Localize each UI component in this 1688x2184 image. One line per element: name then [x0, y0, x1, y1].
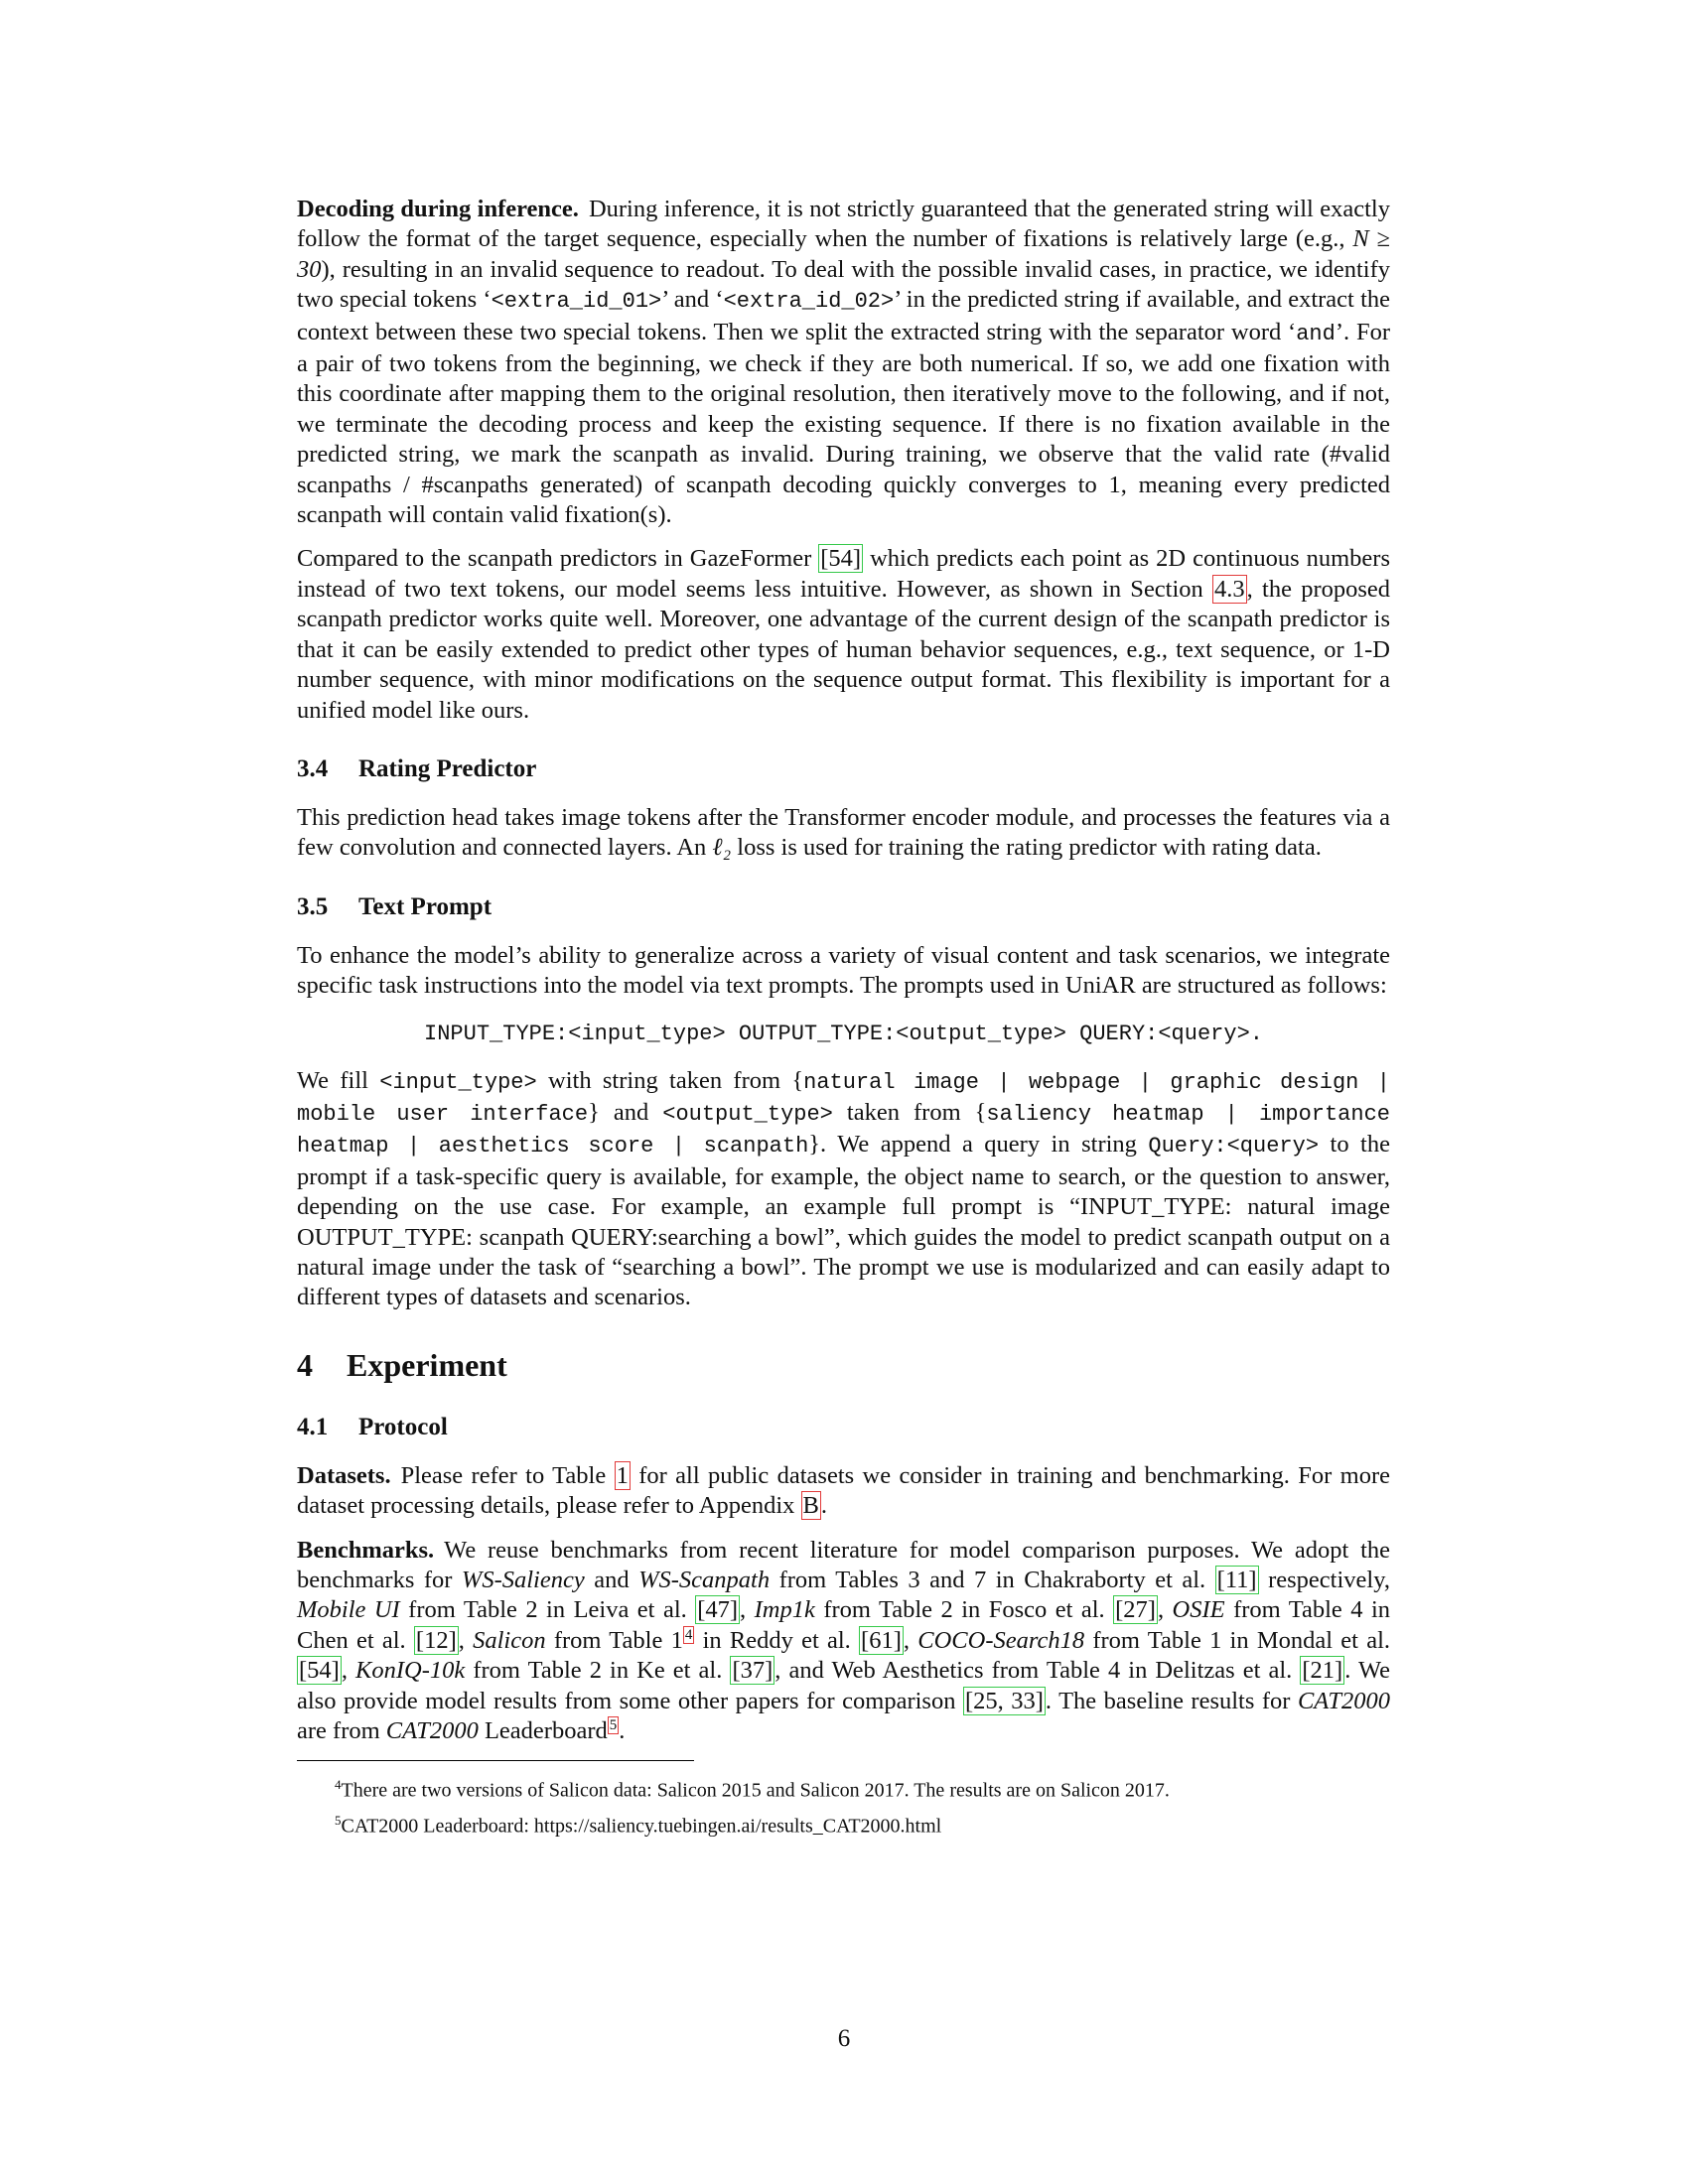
text: , [740, 1596, 755, 1624]
text: }. We append a query in string [808, 1131, 1149, 1159]
text: , the proposed scanpath predictor works quite well. Moreover, one advantage of the current design of the scanpath predictor is that it can be easily extended to predict other types of human behavior sequences, e.g., text sequence, or 1-D number sequence, with minor modifications on the sequence output format. This flexibility is important for a unified model like ours. [297, 575, 1391, 724]
citation-link[interactable]: [54] [820, 545, 862, 573]
paragraph-datasets [297, 1461, 1390, 1522]
citation-link[interactable]: [21] [1302, 1657, 1343, 1685]
citation-link[interactable]: [47] [697, 1596, 739, 1624]
code-token: <extra_id_02> [723, 289, 895, 315]
math-inline: ℓ₂ [712, 834, 732, 862]
text: ’. For a pair of two tokens from the beginning, we check if they are both numerical. If so, we add one fixation with this coordinate after mapping them to the original resolution, then iteratively move to the following, and if not, we terminate the decoding process and keep the existing sequence. If there is no fixation available in the predicted string, we mark the scanpath as invalid. During training, we observe that the valid rate (#valid scanpaths / #scanpaths generated) of scanpath decoding quickly converges to 1, meaning every predicted scanpath will contain valid fixation(s). [297, 318, 1390, 529]
paragraph-gazeformer [297, 544, 1390, 725]
text: from Table 4 in Chen et al. [297, 1596, 1391, 1654]
section-heading [297, 755, 1390, 783]
text: , [458, 1626, 474, 1654]
text: to the prompt if a task-specific query is available, for example, the object name to search, or the question to answer, depending on the use case. For example, an example full prompt is “INPUT_TYPE: natural image OUTPUT_TYPE: scanpath QUERY:searching a bowl”, which guides the model to predict scanpath output on a natural image under the task of “searching a bowl”. The prompt we use is modularized and can easily adapt to different types of datasets and scenarios. [297, 1131, 1390, 1311]
text: ’ in the predicted string if available, and extract the context between these two special tokens. Then we split the extracted string with the separator word ‘ [297, 286, 1391, 345]
code-token: <extra_id_01> [491, 289, 662, 315]
text: We fill [297, 1066, 380, 1094]
text: in Reddy et al. [694, 1626, 860, 1654]
section-title: Rating Predictor [358, 754, 537, 782]
dataset-name: OSIE [1172, 1596, 1225, 1624]
paper-page [297, 195, 1390, 1843]
text: , [903, 1626, 918, 1654]
page-number: 6 [837, 2025, 851, 2052]
section-heading [297, 1347, 1390, 1384]
text: and [584, 1567, 639, 1593]
paragraph-lead: Benchmarks. [297, 1536, 435, 1564]
section-title: Experiment [347, 1346, 507, 1383]
prompt-template: INPUT_TYPE:<input_type> OUTPUT_TYPE:<output_type> QUERY:<query>. [424, 1021, 1263, 1046]
dataset-name: WS-Scanpath [638, 1567, 771, 1593]
text: respectively, [1258, 1567, 1390, 1593]
paragraph-decoding [297, 195, 1390, 530]
paragraph-text-prompt [297, 941, 1390, 1002]
citation-link[interactable]: [27] [1115, 1596, 1156, 1624]
text: for all public datasets we consider in training and benchmarking. For more dataset processing details, please refer to Appendix [297, 1461, 1390, 1520]
footnote-mark: 4 [335, 1777, 342, 1793]
section-title: Protocol [358, 1413, 448, 1440]
paragraph-lead: Datasets. [297, 1461, 391, 1489]
citation-link[interactable]: [25, 33] [964, 1687, 1044, 1714]
dataset-name: COCO-Search18 [917, 1626, 1085, 1654]
citation-link[interactable]: [37] [732, 1657, 774, 1685]
text: . [619, 1717, 626, 1745]
section-number: 4 [297, 1346, 313, 1383]
text: , [341, 1657, 356, 1685]
text: . [820, 1492, 827, 1520]
code-token: Query:<query> [1148, 1134, 1320, 1160]
paragraph-rating [297, 803, 1390, 864]
text: , and Web Aesthetics from Table 4 in Delitzas et al. [774, 1657, 1301, 1685]
text: from Table 2 in Leiva et al. [399, 1596, 696, 1624]
text: Please refer to Table [400, 1461, 615, 1489]
text: Compared to the scanpath predictors in GazeFormer [297, 545, 819, 573]
section-heading [297, 893, 1390, 921]
text: taken from { [832, 1098, 987, 1126]
text: which predicts each point as 2D continuous numbers instead of two text tokens, our model seems less intuitive. However, as shown in Section [297, 545, 1390, 603]
dataset-name: KonIQ-10k [355, 1657, 466, 1685]
table-link[interactable]: 1 [616, 1461, 629, 1489]
text: . The baseline results for [1045, 1687, 1298, 1714]
code-token: <output_type> [662, 1101, 833, 1127]
dataset-name: CAT2000 [385, 1717, 479, 1745]
text: To enhance the model’s ability to generalize across a variety of visual content and task scenarios, we integrate specific task instructions into the model via text prompts. The prompts used in UniAR are structured as follows: [297, 941, 1390, 1000]
text: from Table 2 in Ke et al. [465, 1657, 731, 1685]
citation-link[interactable]: [12] [415, 1626, 457, 1654]
footnote-link[interactable]: 5 [609, 1716, 618, 1733]
dataset-name: Imp1k [754, 1596, 815, 1624]
math-inline: N ≥ 30 [297, 225, 1390, 283]
footnote-link[interactable]: 4 [684, 1626, 693, 1643]
text: from Table 2 in Fosco et al. [814, 1596, 1114, 1624]
subsection-heading [297, 1414, 1390, 1441]
text: We reuse benchmarks from recent literature for model comparison purposes. We adopt the benchmarks for [297, 1536, 1390, 1593]
section-title: Text Prompt [358, 892, 492, 920]
text: . We also provide model results from some other papers for comparison [297, 1657, 1391, 1714]
text: loss is used for training the rating predictor with rating data. [731, 834, 1322, 862]
paragraph-lead: Decoding during inference. [297, 196, 579, 222]
text: Leaderboard [478, 1717, 608, 1745]
text: } and [588, 1098, 663, 1126]
text: ), resulting in an invalid sequence to readout. To deal with the possible invalid cases, in practice, we identify two special tokens ‘ [297, 255, 1390, 314]
section-number: 3.4 [297, 754, 329, 782]
dataset-name: CAT2000 [1297, 1687, 1390, 1714]
footnote-text: CAT2000 Leaderboard: https://saliency.tuebingen.ai/results_CAT2000.html [341, 1815, 942, 1838]
dataset-name: WS-Saliency [461, 1567, 585, 1593]
text: This prediction head takes image tokens after the Transformer encoder module, and processes the features via a few convolution and connected layers. An [297, 803, 1390, 862]
footnote-rule [297, 1760, 694, 1761]
footnote [335, 1771, 1390, 1805]
dataset-name: Salicon [473, 1626, 546, 1654]
text: from Tables 3 and 7 in Chakraborty et al. [770, 1567, 1215, 1593]
citation-link[interactable]: [54] [299, 1657, 340, 1685]
code-token: saliency heatmap | importance heatmap | aesthetics score | scanpath [297, 1101, 1390, 1160]
text: ’ and ‘ [661, 286, 724, 314]
code-token: <input_type> [379, 1069, 537, 1095]
footnote-text: There are two versions of Salicon data: Salicon 2015 and Salicon 2017. The results are on Salicon 2017. [341, 1780, 1170, 1803]
section-number: 3.5 [297, 892, 329, 920]
text: , [1157, 1596, 1173, 1624]
appendix-link[interactable]: B [802, 1492, 819, 1520]
text: from Table 1 in Mondal et al. [1084, 1626, 1391, 1654]
citation-link[interactable]: [61] [861, 1626, 902, 1654]
dataset-name: Mobile UI [297, 1596, 400, 1624]
footnote-mark: 5 [335, 1813, 342, 1829]
paragraph-prompt-fill [297, 1066, 1390, 1313]
paragraph-benchmarks [297, 1536, 1390, 1747]
citation-link[interactable]: [11] [1216, 1567, 1257, 1593]
text: are from [297, 1717, 386, 1745]
text: During inference, it is not strictly guaranteed that the generated string will exactly follow the format of the target sequence, especially when the number of fixations is relatively large (e.g., [297, 196, 1390, 253]
code-token: and [1296, 321, 1336, 346]
text: with string taken from { [536, 1066, 804, 1094]
footnote [335, 1807, 1390, 1841]
section-number: 4.1 [297, 1413, 329, 1440]
section-link[interactable]: 4.3 [1214, 575, 1245, 603]
code-token: natural image | webpage | graphic design | mobile user interface [297, 1069, 1390, 1127]
text: from Table 1 [545, 1626, 683, 1654]
